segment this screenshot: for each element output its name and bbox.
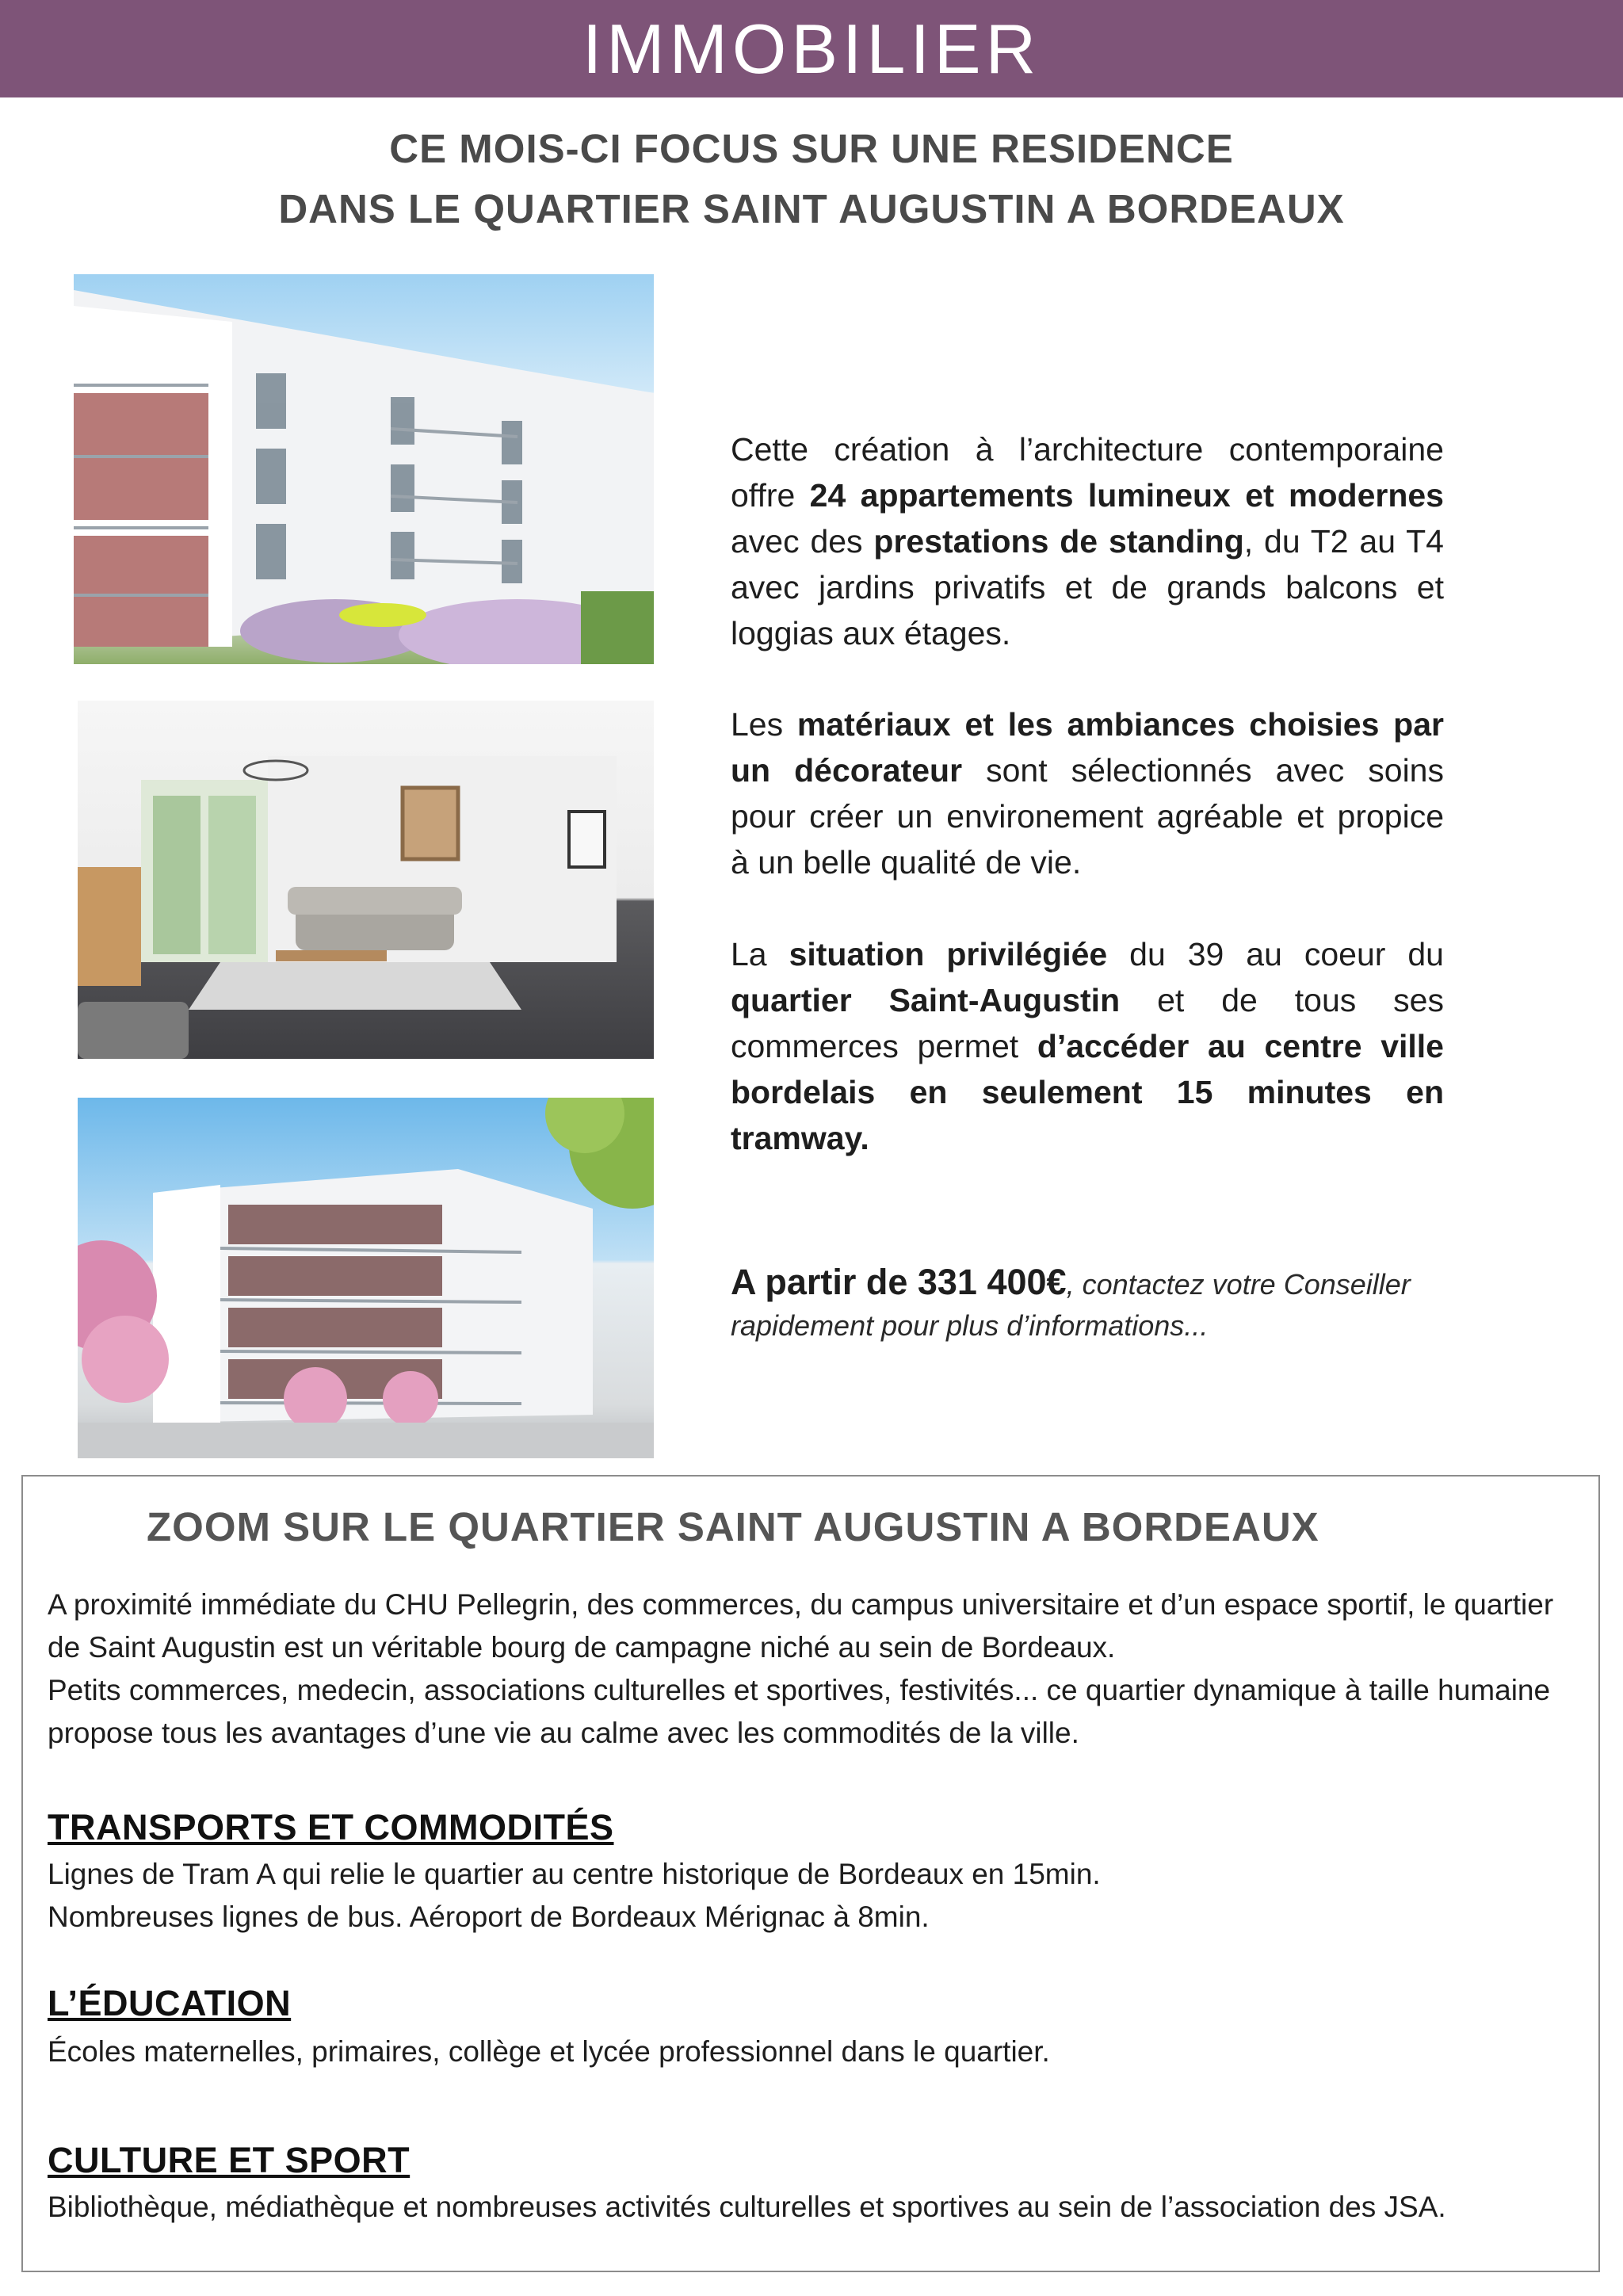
section-banner — [0, 0, 1623, 97]
intro-1-text-a: Cette création à l’architecture contemporaine offre — [731, 431, 1444, 514]
banner-title: IMMOBILIER — [582, 9, 1041, 88]
intro-3-text-a: La — [731, 936, 789, 972]
intro-1-text-b: avec des — [731, 523, 874, 560]
price-callout — [731, 1262, 1460, 1347]
intro-3-bold-situation: situation privilégiée — [789, 936, 1108, 972]
transports-line-2: Nombreuses lignes de bus. Aéroport de Bordeaux Mérignac à 8min. — [48, 1901, 930, 1933]
culture-sport-line-1: Bibliothèque, médiathèque et nombreuses activités culturelles et sportives au sein de l’association des JSA. — [48, 2191, 1446, 2223]
intro-paragraph-2 — [731, 701, 1444, 885]
intro-3-bold-access: d’accéder au centre ville bordelais en seulement 15 minutes en tramway. — [731, 1028, 1444, 1156]
zoom-body — [48, 1584, 1585, 1755]
living-room-photo — [78, 701, 654, 1059]
transports-heading: TRANSPORTS ET COMMODITÉS — [48, 1807, 614, 1847]
zoom-title: ZOOM SUR LE QUARTIER SAINT AUGUSTIN A BORDEAUX — [147, 1504, 1319, 1549]
residence-facade-photo — [74, 274, 654, 664]
intro-2-bold-materials: matériaux et les ambiances choisies par un décorateur — [731, 706, 1444, 789]
transports-text — [48, 1853, 1585, 1939]
zoom-paragraph-2: Petits commerces, medecin, associations culturelles et sportives, festivités... ce quartier dynamique à taille humaine propose tous les avantages d’une vie au calme avec les commodités de la ville. — [48, 1674, 1551, 1749]
culture-sport-text — [48, 2186, 1585, 2229]
intro-3-bold-quartier: quartier Saint-Augustin — [731, 982, 1121, 1018]
intro-2-text-a: Les — [731, 706, 797, 743]
intro-paragraph-1 — [731, 426, 1444, 656]
intro-1-bold-standing: prestations de standing — [873, 523, 1244, 560]
intro-2-text-b: sont sélectionnés avec soins pour créer un environement agréable et propice à un belle qualité de vie. — [731, 752, 1444, 881]
intro-paragraph-3 — [731, 931, 1444, 1161]
price-contact-text: , contactez votre Conseiller rapidement pour plus d’informations... — [731, 1268, 1411, 1342]
intro-3-text-c: et de tous ses commerces permet — [731, 982, 1444, 1064]
intro-1-text-c: , du T2 au T4 avec jardins privatifs et de grands balcons et loggias aux étages. — [731, 523, 1444, 651]
education-line-1: Écoles maternelles, primaires, collège et lycée professionnel dans le quartier. — [48, 2035, 1050, 2068]
headline-line-2: DANS LE QUARTIER SAINT AUGUSTIN A BORDEAUX — [278, 186, 1345, 231]
education-text — [48, 2030, 1585, 2073]
transports-line-1: Lignes de Tram A qui relie le quartier au centre historique de Bordeaux en 15min. — [48, 1858, 1101, 1890]
intro-3-text-b: du 39 au coeur du — [1107, 936, 1444, 972]
headline-line-1: CE MOIS-CI FOCUS SUR UNE RESIDENCE — [389, 126, 1234, 171]
intro-1-bold-apartments: 24 appartements lumineux et modernes — [809, 477, 1444, 514]
zoom-paragraph-1: A proximité immédiate du CHU Pellegrin, des commerces, du campus universitaire et d’un espace sportif, le quartier de Saint Augustin est un véritable bourg de campagne niché au sein de Bordeaux. — [48, 1588, 1554, 1664]
price-value: A partir de 331 400€ — [731, 1262, 1067, 1302]
page-headline — [0, 119, 1623, 239]
culture-sport-heading: CULTURE ET SPORT — [48, 2140, 411, 2180]
building-exterior-photo — [78, 1098, 654, 1458]
education-heading: L’ÉDUCATION — [48, 1983, 292, 2023]
